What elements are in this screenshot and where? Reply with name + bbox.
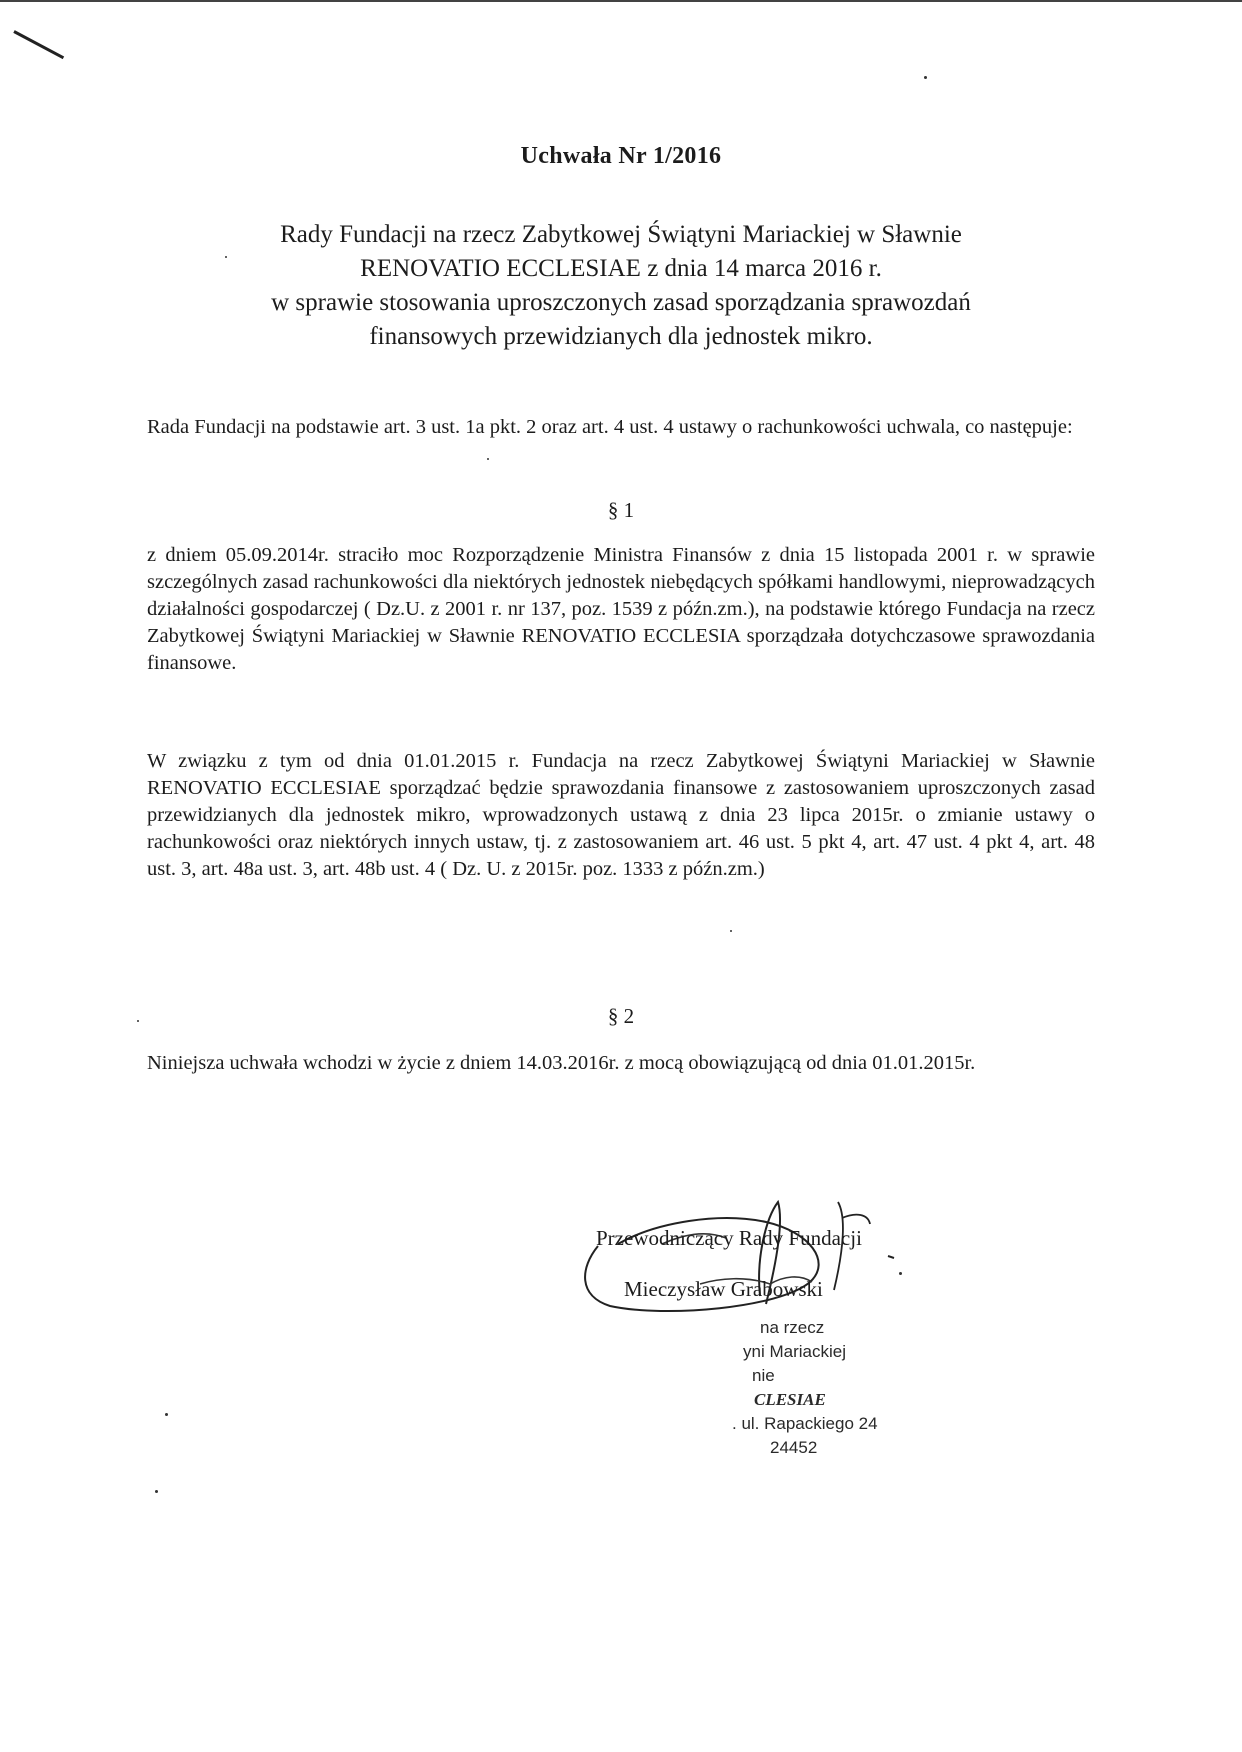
section-1-paragraph-1: z dniem 05.09.2014r. straciło moc Rozporządzenie Ministra Finansów z dnia 15 listopada 2001 r. w sprawie szczególnych zasad rachunkowości dla niektórych jednostek niebędących spółkami handlowymi, nieprowadzących działalności gospodarczej ( Dz.U. z 2001 r. nr 137, poz. 1539 z późn.zm.), na podstawie którego Fundacja na rzecz Zabytkowej Świątyni Mariackiej w Sławnie RENOVATIO ECCLESIA sporządzała dotychczasowe sprawozdania finansowe. bbox=[147, 544, 1095, 674]
signatory-role: Przewodniczący Rady Fundacji bbox=[596, 1226, 862, 1250]
scan-speck bbox=[924, 76, 927, 79]
stamp-line-2: yni Mariackiej bbox=[743, 1342, 846, 1361]
intro-paragraph: Rada Fundacji na podstawie art. 3 ust. 1a pkt. 2 oraz art. 4 ust. 4 ustawy o rachunkowości uchwala, co następuje: bbox=[147, 416, 1073, 438]
scan-mark bbox=[13, 30, 64, 59]
subtitle-line-3: w sprawie stosowania uproszczonych zasad sporządzania sprawozdań bbox=[271, 289, 971, 316]
scan-speck bbox=[730, 930, 732, 932]
section-1-paragraph-2: W związku z tym od dnia 01.01.2015 r. Fundacja na rzecz Zabytkowej Świątyni Mariackiej w Sławnie RENOVATIO ECCLESIAE sporządzać będzie sprawozdania finansowe z zastosowaniem uproszczonych zasad przewidzianych dla jednostek mikro, wprowadzonych ustawą z dnia 23 lipca 2015r. o zmianie ustawy o rachunkowości oraz niektórych innych ustaw, tj. z zastosowaniem art. 46 ust. 5 pkt 4, art. 47 ust. 4 pkt 4, art. 48 ust. 3, art. 48a ust. 3, art. 48b ust. 4 ( Dz. U. z 2015r. poz. 1333 z późn.zm.) bbox=[147, 750, 1095, 880]
section-2-paragraph: Niniejsza uchwała wchodzi w życie z dniem 14.03.2016r. z mocą obowiązującą od dnia 01.01.2015r. bbox=[147, 1052, 976, 1074]
scan-edge bbox=[0, 0, 1242, 2]
stamp-line-5: . ul. Rapackiego 24 bbox=[732, 1414, 878, 1433]
subtitle-line-2: RENOVATIO ECCLESIAE z dnia 14 marca 2016 r. bbox=[360, 255, 882, 282]
scan-speck bbox=[155, 1490, 158, 1493]
subtitle-line-4: finansowych przewidzianych dla jednostek mikro. bbox=[369, 323, 873, 350]
stamp-line-1: na rzecz bbox=[760, 1318, 825, 1337]
scan-speck bbox=[165, 1413, 168, 1416]
handwritten-signature bbox=[570, 1178, 910, 1328]
section-2-heading: § 2 bbox=[607, 1004, 635, 1028]
signatory-name: Mieczysław Grabowski bbox=[624, 1277, 823, 1301]
scan-speck bbox=[487, 458, 489, 460]
subtitle-line-1: Rady Fundacji na rzecz Zabytkowej Świątyni Mariackiej w Sławnie bbox=[280, 221, 962, 248]
stamp-line-4: CLESIAE bbox=[754, 1390, 826, 1409]
stamp-line-3: nie bbox=[752, 1366, 775, 1385]
stamp-line-6: 24452 bbox=[770, 1438, 818, 1457]
section-1-heading: § 1 bbox=[607, 498, 635, 522]
document-title: Uchwała Nr 1/2016 bbox=[520, 143, 722, 169]
